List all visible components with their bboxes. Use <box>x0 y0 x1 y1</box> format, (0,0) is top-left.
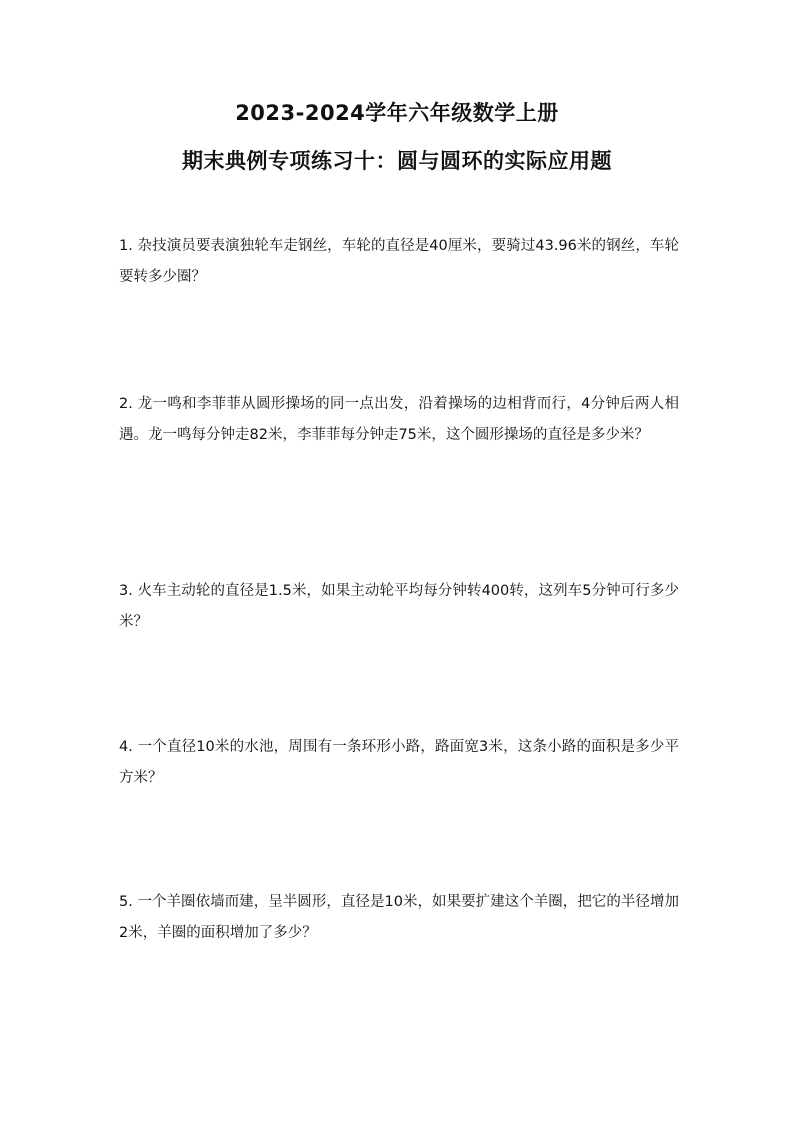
question-2: 2. 龙一鸣和李菲菲从圆形操场的同一点出发，沿着操场的边相背而行，4分钟后两人相遇。龙一鸣每分钟走82米，李菲菲每分钟走75米，这个圆形操场的直径是多少米？ <box>119 396 679 443</box>
question-5: 5. 一个羊圈依墙而建，呈半圆形，直径是10米，如果要扩建这个羊圈，把它的半径增加2米，羊圈的面积增加了多少？ <box>119 894 679 941</box>
question-1: 1. 杂技演员要表演独轮车走钢丝，车轮的直径是40厘米，要骑过43.96米的钢丝，车轮要转多少圈？ <box>119 238 679 285</box>
question-4: 4. 一个直径10米的水池，周围有一条环形小路，路面宽3米，这条小路的面积是多少平方米？ <box>119 739 679 786</box>
worksheet-title: 2023-2024学年六年级数学上册 <box>235 101 559 125</box>
question-3: 3. 火车主动轮的直径是1.5米，如果主动轮平均每分钟转400转，这列车5分钟可行多少米？ <box>119 583 679 630</box>
worksheet-subtitle: 期末典例专项练习十：圆与圆环的实际应用题 <box>182 149 612 173</box>
